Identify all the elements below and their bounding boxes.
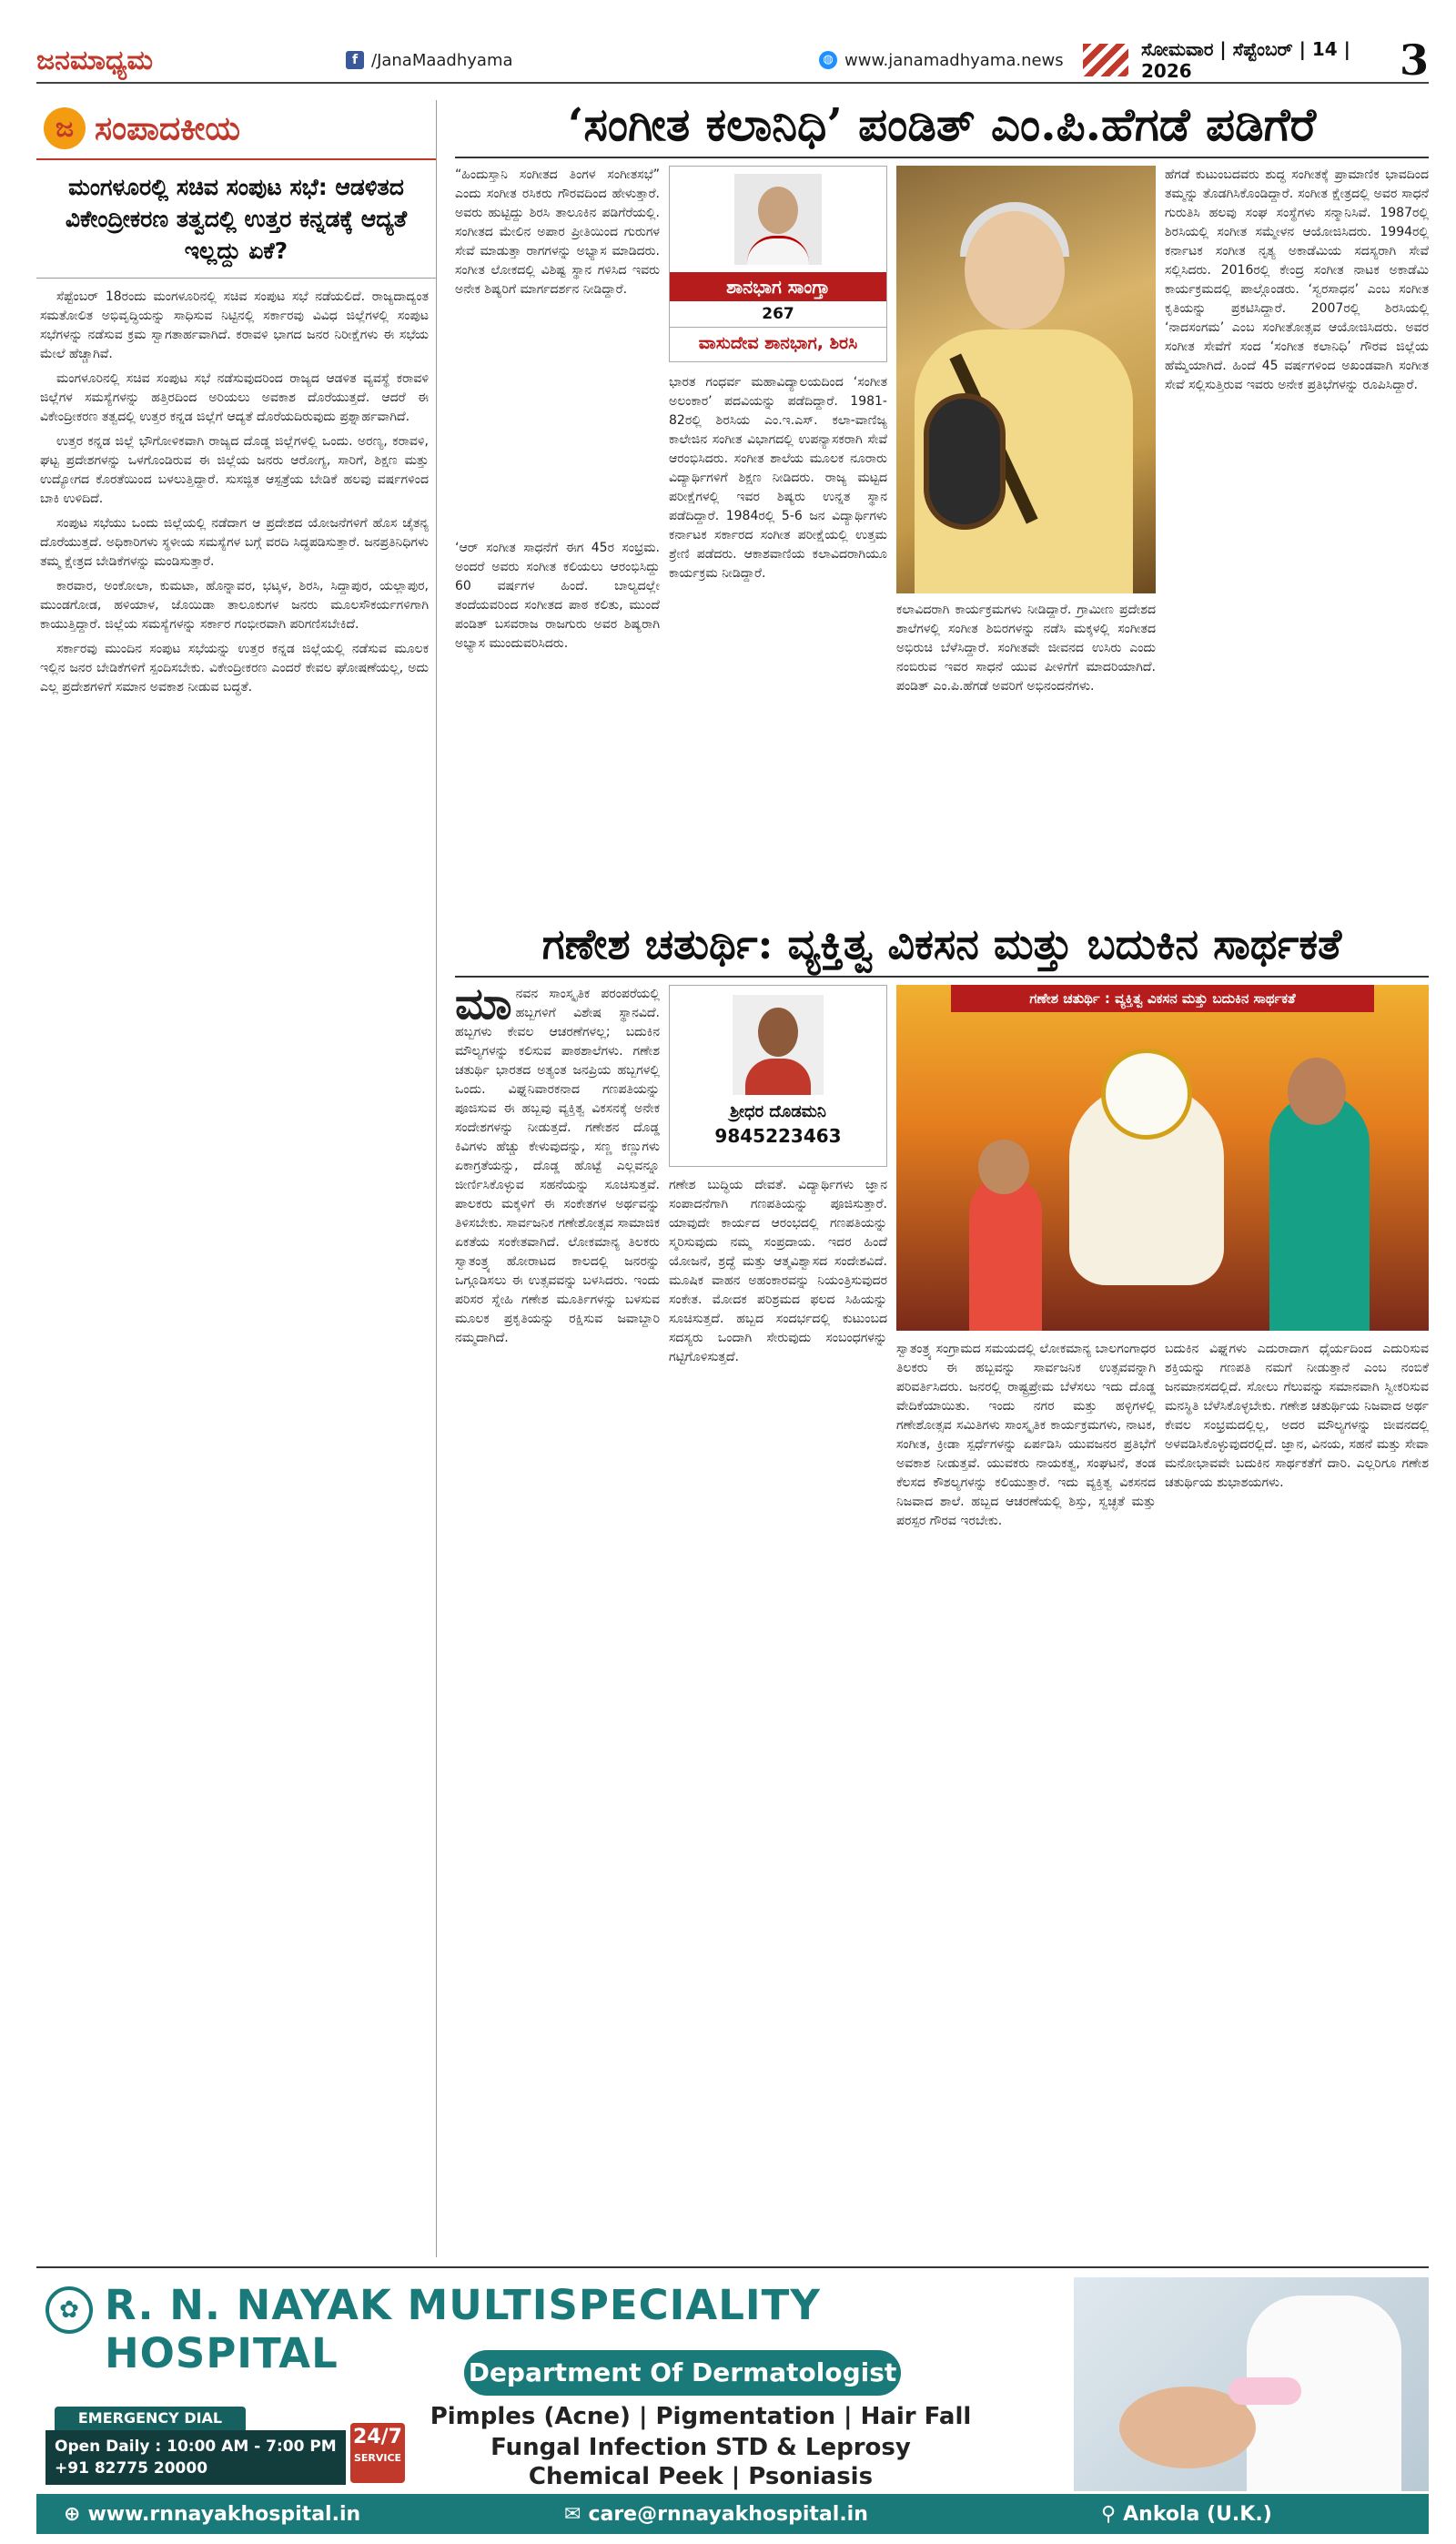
- story2-byline-box: [669, 985, 887, 1167]
- story2-author-phone: 9845223463: [714, 1125, 842, 1147]
- editorial-body: [36, 279, 436, 2190]
- opening-hours: Open Daily : 10:00 AM - 7:00 PM: [55, 2438, 337, 2456]
- story2-column-1: [455, 985, 660, 2255]
- musician-head: [965, 211, 1065, 329]
- author-shirt: [745, 1059, 811, 1095]
- story2-headline: ಗಣೇಶ ಚತುರ್ಥಿ: ವ್ಯಕ್ತಿತ್ವ ವಿಕಸನ ಮತ್ತು ಬದುಕಿನ ಸಾರ್ಥಕತೆ: [455, 910, 1429, 978]
- editorial-paragraph: ಸಂಪುಟ ಸಭೆಯು ಒಂದು ಜಿಲ್ಲೆಯಲ್ಲಿ ನಡೆದಾಗ ಆ ಪ್ರದೇಶದ ಯೋಜನೆಗಳಿಗೆ ಹೊಸ ಚೈತನ್ಯ ದೊರೆಯುತ್ತದೆ. ಅಧಿಕಾರಿಗಳು ಸ್ಥಳೀಯ ಸಮಸ್ಯೆಗಳ ಬಗ್ಗೆ ವರದಿ ಸಿದ್ಧಪಡಿಸುತ್ತಾರೆ. ಜನಪ್ರತಿನಿಧಿಗಳು ತಮ್ಮ ಕ್ಷೇತ್ರದ ಬೇಡಿಕೆಗಳನ್ನು ಮಂಡಿಸುತ್ತಾರೆ.: [40, 516, 429, 569]
- editorial-section-title: ಸಂಪಾದಕೀಯ: [95, 108, 240, 147]
- services-line-3: Chemical Peek | Psoniasis: [528, 2463, 874, 2490]
- column-name: ಶಾನಭಾಗ ಸಾಂಗ್ತಾ: [670, 272, 886, 301]
- author-photo: [733, 995, 824, 1095]
- facebook-link[interactable]: [346, 51, 819, 70]
- issue-date: ಸೋಮವಾರ | ಸೆಪ್ಟೆಂಬರ್ | 14 | 2026: [1141, 38, 1350, 82]
- editorial-paragraph: ಮಂಗಳೂರಿನಲ್ಲಿ ಸಚಿವ ಸಂಪುಟ ಸಭೆ ನಡೆಸುವುದರಿಂದ ರಾಜ್ಯದ ಆಡಳಿತ ವ್ಯವಸ್ಥೆ ಕರಾವಳಿ ಜಿಲ್ಲೆಗಳ ಸಮಸ್ಯೆಗಳನ್ನು ಹತ್ತಿರದಿಂದ ಅರಿಯಲು ಅವಕಾಶ ದೊರೆಯುತ್ತದೆ. ಆದರೆ ಈ ವಿಕೇಂದ್ರೀಕರಣ ತತ್ವದಲ್ಲಿ ಉತ್ತರ ಕನ್ನಡ ಜಿಲ್ಲೆಗೆ ಆದ್ಯತೆ ದೊರೆಯದಿರುವುದು ಪ್ರಶ್ನಾರ್ಹವಾಗಿದೆ.: [40, 371, 429, 424]
- child-figure: [969, 1176, 1042, 1331]
- hospital-location: Ankola (U.K.): [1123, 2502, 1272, 2526]
- story2-column-4: ಬದುಕಿನ ವಿಘ್ನಗಳು ಎದುರಾದಾಗ ಧೈರ್ಯದಿಂದ ಎದುರಿಸುವ ಶಕ್ತಿಯನ್ನು ಗಣಪತಿ ನಮಗೆ ನೀಡುತ್ತಾನೆ ಎಂಬ ನಂಬಿಕೆ ಜನಮಾನಸದಲ್ಲಿದೆ. ಸೋಲು ಗೆಲುವನ್ನು ಸಮಾನವಾಗಿ ಸ್ವೀಕರಿಸುವ ಮನಸ್ಥಿತಿ ಬೆಳೆಸಿಕೊಳ್ಳಬೇಕು. ಗಣೇಶ ಚತುರ್ಥಿಯ ನಿಜವಾದ ಅರ್ಥ ಕೇವಲ ಸಂಭ್ರಮದಲ್ಲಿಲ್ಲ, ಅದರ ಮೌಲ್ಯಗಳನ್ನು ಜೀವನದಲ್ಲಿ ಅಳವಡಿಸಿಕೊಳ್ಳುವುದರಲ್ಲಿದೆ. ಜ್ಞಾನ, ವಿನಯ, ಸಹನೆ ಮತ್ತು ಸೇವಾ ಮನೋಭಾವವೇ ಬದುಕಿನ ಸಾರ್ಥಕತೆಗೆ ದಾರಿ. ಎಲ್ಲರಿಗೂ ಗಣೇಶ ಚತುರ್ಥಿಯ ಶುಭಾಶಯಗಳು.: [1165, 1342, 1429, 1490]
- facebook-icon: f: [346, 51, 364, 69]
- gloved-hand: [1228, 2377, 1301, 2405]
- globe-icon: ◍: [819, 51, 837, 69]
- editorial-headline: ಮಂಗಳೂರಲ್ಲಿ ಸಚಿವ ಸಂಪುಟ ಸಭೆ: ಆಡಳಿತದ ವಿಕೇಂದ್ರೀಕರಣ ತತ್ವದಲ್ಲಿ ಉತ್ತರ ಕನ್ನಡಕ್ಕೆ ಆದ್ಯತೆ ಇಲ್ಲದ್ದು ಏಕೆ?: [36, 160, 436, 279]
- editorial-paragraph: ಸೆಪ್ಟೆಂಬರ್ 18ರಂದು ಮಂಗಳೂರಿನಲ್ಲಿ ಸಚಿವ ಸಂಪುಟ ಸಭೆ ನಡೆಯಲಿದೆ. ರಾಜ್ಯದಾದ್ಯಂತ ಸಮತೋಲಿತ ಅಭಿವೃದ್ಧಿಯನ್ನು ಸಾಧಿಸುವ ನಿಟ್ಟಿನಲ್ಲಿ ಸರ್ಕಾರವು ವಿವಿಧ ಜಿಲ್ಲೆಗಳಲ್ಲಿ ಸಂಪುಟ ಸಭೆಗಳನ್ನು ನಡೆಸುವ ಕ್ರಮ ಸ್ವಾಗತಾರ್ಹವಾಗಿದೆ. ಕರಾವಳಿ ಭಾಗದ ಜನರ ನಿರೀಕ್ಷೆಗಳು ಈ ಸಭೆಯ ಮೇಲೆ ಹೆಚ್ಚಾಗಿವೆ.: [40, 289, 429, 361]
- service-badge: [350, 2423, 405, 2483]
- hospital-email[interactable]: care@rnnayakhospital.in: [588, 2502, 868, 2526]
- website-link[interactable]: [819, 51, 1083, 70]
- hours-box: [46, 2430, 346, 2485]
- email-contact[interactable]: [564, 2503, 868, 2526]
- email-icon: ✉: [564, 2502, 581, 2526]
- page-number: 3: [1399, 35, 1429, 85]
- location-contact: [1101, 2503, 1272, 2526]
- story1-byline-box: [669, 166, 887, 362]
- ganesha-head: [1101, 1049, 1192, 1140]
- masthead: [36, 35, 1429, 85]
- woman-figure: [1269, 1094, 1370, 1331]
- editorial-paragraph: ಕಾರವಾರ, ಅಂಕೋಲಾ, ಕುಮಟಾ, ಹೊನ್ನಾವರ, ಭಟ್ಕಳ, ಶಿರಸಿ, ಸಿದ್ದಾಪುರ, ಯಲ್ಲಾಪುರ, ಮುಂಡಗೋಡ, ಹಳಿಯಾಳ, ಜೊಯಿಡಾ ತಾಲೂಕುಗಳ ಜನರು ಮೂಲಸೌಕರ್ಯಗಳಿಗಾಗಿ ಕಾಯುತ್ತಿದ್ದಾರೆ. ಜಿಲ್ಲೆಯ ಸಮಸ್ಯೆಗಳನ್ನು ಸರ್ಕಾರ ಗಂಭೀರವಾಗಿ ಪರಿಗಣಿಸಬೇಕಿದೆ.: [40, 579, 429, 632]
- author-shirt: [747, 236, 809, 265]
- contact-bar: [36, 2494, 1429, 2534]
- lotus-icon: ✿: [46, 2286, 93, 2334]
- story1-column-1: “ಹಿಂದುಸ್ತಾನಿ ಸಂಗೀತದ ತಿಂಗಳ ಸಂಗೀತಸಭೆ” ಎಂದು ಸಂಗೀತ ರಸಿಕರು ಗೌರವದಿಂದ ಹೇಳುತ್ತಾರೆ. ಅವರು ಹುಟ್ಟಿದ್ದು ಶಿರಸಿ ತಾಲೂಕಿನ ಪಡಿಗೆರೆಯಲ್ಲಿ. ಸಂಗೀತದ ಮೇಲಿನ ಅಪಾರ ಪ್ರೀತಿಯಿಂದ ಗುರುಗಳ ಸೇವೆ ಮಾಡುತ್ತಾ ರಾಗಗಳನ್ನು ಅಭ್ಯಾಸ ಮಾಡಿದರು. ಸಂಗೀತ ಲೋಕದಲ್ಲಿ ವಿಶಿಷ್ಟ ಸ್ಥಾನ ಗಳಿಸಿದ ಇವರು ಅನೇಕ ಶಿಷ್ಯರಿಗೆ ಮಾರ್ಗದರ್ಶನ ನೀಡಿದ್ದಾರೆ.: [455, 167, 660, 297]
- decorative-stripe: [1083, 44, 1128, 76]
- author-face: [758, 1008, 798, 1057]
- department-badge: Department Of Dermatologist: [464, 2350, 901, 2396]
- location-pin-icon: ⚲: [1101, 2502, 1117, 2526]
- newspaper-logo[interactable]: ಜನಮಾಧ್ಯಮ: [36, 44, 154, 76]
- story1-headline: ‘ಸಂಗೀತ ಕಲಾನಿಧಿ’ ಪಂಡಿತ್ ಎಂ.ಪಿ.ಹೆಗಡೆ ಪಡಿಗೆರೆ: [455, 91, 1429, 158]
- story1-column-5: ಕಲಾವಿದರಾಗಿ ಕಾರ್ಯಕ್ರಮಗಳು ನೀಡಿದ್ದಾರೆ. ಗ್ರಾಮೀಣ ಪ್ರದೇಶದ ಶಾಲೆಗಳಲ್ಲಿ ಸಂಗೀತ ಶಿಬಿರಗಳನ್ನು ನಡೆಸಿ ಮಕ್ಕಳಲ್ಲಿ ಸಂಗೀತದ ಅಭಿರುಚಿ ಬೆಳೆಸಿದ್ದಾರೆ. ಸಂಗೀತವೇ ಜೀವನದ ಉಸಿರು ಎಂದು ನಂಬಿರುವ ಇವರ ಸಾಧನೆ ಯುವ ಪೀಳಿಗೆಗೆ ಮಾದರಿಯಾಗಿದೆ. ಪಂಡಿತ್ ಎಂ.ಪಿ.ಹೆಗಡೆ ಅವರಿಗೆ ಅಭಿನಂದನೆಗಳು.: [896, 603, 1156, 694]
- author-photo: [734, 174, 822, 265]
- editorial-badge: ಜ: [44, 107, 86, 149]
- dermatology-photo: [1074, 2277, 1429, 2491]
- story2-column-1-text: ನವನ ಸಾಂಸ್ಕೃತಿಕ ಪರಂಪರೆಯಲ್ಲಿ ಹಬ್ಬಗಳಿಗೆ ವಿಶೇಷ ಸ್ಥಾನವಿದೆ. ಹಬ್ಬಗಳು ಕೇವಲ ಆಚರಣೆಗಳಲ್ಲ; ಬದುಕಿನ ಮೌಲ್ಯಗಳನ್ನು ಕಲಿಸುವ ಪಾಠಶಾಲೆಗಳು. ಗಣೇಶ ಚತುರ್ಥಿ ಭಾರತದ ಅತ್ಯಂತ ಜನಪ್ರಿಯ ಹಬ್ಬಗಳಲ್ಲಿ ಒಂದು. ವಿಘ್ನನಿವಾರಕನಾದ ಗಣಪತಿಯನ್ನು ಪೂಜಿಸುವ ಈ ಹಬ್ಬವು ವ್ಯಕ್ತಿತ್ವ ವಿಕಸನಕ್ಕೆ ಅನೇಕ ಸಂದೇಶಗಳನ್ನು ನೀಡುತ್ತದೆ. ಗಣೇಶನ ದೊಡ್ಡ ಕಿವಿಗಳು ಹೆಚ್ಚು ಕೇಳುವುದನ್ನು, ಸಣ್ಣ ಕಣ್ಣುಗಳು ಏಕಾಗ್ರತೆಯನ್ನು, ದೊಡ್ಡ ಹೊಟ್ಟೆ ಎಲ್ಲವನ್ನೂ ಜೀರ್ಣಿಸಿಕೊಳ್ಳುವ ಸಹನೆಯನ್ನು ಸೂಚಿಸುತ್ತವೆ. ಪಾಲಕರು ಮಕ್ಕಳಿಗೆ ಈ ಸಂಕೇತಗಳ ಅರ್ಥವನ್ನು ತಿಳಿಸಬೇಕು. ಸಾರ್ವಜನಿಕ ಗಣೇಶೋತ್ಸವ ಸಾಮಾಜಿಕ ಏಕತೆಯ ಸಂಕೇತವಾಗಿದೆ. ಲೋಕಮಾನ್ಯ ತಿಲಕರು ಸ್ವಾತಂತ್ರ್ಯ ಹೋರಾಟದ ಕಾಲದಲ್ಲಿ ಜನರನ್ನು ಒಗ್ಗೂಡಿಸಲು ಈ ಉತ್ಸವವನ್ನು ಬಳಸಿದರು. ಇಂದು ಪರಿಸರ ಸ್ನೇಹಿ ಗಣೇಶ ಮೂರ್ತಿಗಳನ್ನು ಬಳಸುವ ಮೂಲಕ ಪ್ರಕೃತಿಯನ್ನು ರಕ್ಷಿಸುವ ಜವಾಬ್ದಾರಿ ನಮ್ಮದಾಗಿದೆ.: [455, 987, 660, 1345]
- story2-author: ಶ್ರೀಧರ ದೊಡಮನಿ: [730, 1102, 826, 1121]
- website-url[interactable]: www.janamadhyama.news: [844, 50, 1064, 70]
- website-contact[interactable]: [64, 2503, 360, 2526]
- hospital-name: R. N. NAYAK MULTISPECIALITY HOSPITAL: [105, 2281, 821, 2377]
- emergency-label: EMERGENCY DIAL: [55, 2407, 246, 2430]
- services-line-1: Pimples (Acne) | Pigmentation | Hair Fall: [430, 2403, 972, 2430]
- editorial-paragraph: ಉತ್ತರ ಕನ್ನಡ ಜಿಲ್ಲೆ ಭೌಗೋಳಿಕವಾಗಿ ರಾಜ್ಯದ ದೊಡ್ಡ ಜಿಲ್ಲೆಗಳಲ್ಲಿ ಒಂದು. ಅರಣ್ಯ, ಕರಾವಳಿ, ಘಟ್ಟ ಪ್ರದೇಶಗಳನ್ನು ಒಳಗೊಂಡಿರುವ ಈ ಜಿಲ್ಲೆಯ ಜನರು ಆರೋಗ್ಯ, ಸಾರಿಗೆ, ಶಿಕ್ಷಣ ಮತ್ತು ಉದ್ಯೋಗದ ಕೊರತೆಯಿಂದ ಬಳಲುತ್ತಿದ್ದಾರೆ. ಸುಸಜ್ಜಿತ ಆಸ್ಪತ್ರೆಯ ಬೇಡಿಕೆ ಹಲವು ವರ್ಷಗಳಿಂದ ಬಾಕಿ ಉಳಿದಿದೆ.: [40, 434, 429, 506]
- story2-column-2: ಗಣೇಶ ಬುದ್ಧಿಯ ದೇವತೆ. ವಿದ್ಯಾರ್ಥಿಗಳು ಜ್ಞಾನ ಸಂಪಾದನೆಗಾಗಿ ಗಣಪತಿಯನ್ನು ಪೂಜಿಸುತ್ತಾರೆ. ಯಾವುದೇ ಕಾರ್ಯದ ಆರಂಭದಲ್ಲಿ ಗಣಪತಿಯನ್ನು ಸ್ಮರಿಸುವುದು ನಮ್ಮ ಸಂಪ್ರದಾಯ. ಇದರ ಹಿಂದೆ ಯೋಜನೆ, ಶ್ರದ್ಧೆ ಮತ್ತು ಆತ್ಮವಿಶ್ವಾಸದ ಸಂದೇಶವಿದೆ. ಮೂಷಿಕ ವಾಹನ ಅಹಂಕಾರವನ್ನು ನಿಯಂತ್ರಿಸುವುದರ ಸಂಕೇತ. ಮೋದಕ ಪರಿಶ್ರಮದ ಫಲದ ಸಿಹಿಯನ್ನು ಸೂಚಿಸುತ್ತದೆ. ಹಬ್ಬದ ಸಂದರ್ಭದಲ್ಲಿ ಕುಟುಂಬದ ಸದಸ್ಯರು ಒಂದಾಗಿ ಸೇರುವುದು ಸಂಬಂಧಗಳನ್ನು ಗಟ್ಟಿಗೊಳಿಸುತ್ತದೆ.: [669, 1178, 887, 1364]
- child-head: [978, 1140, 1029, 1194]
- ganesha-festival-photo: [896, 985, 1429, 1331]
- editorial-column: [36, 100, 437, 2257]
- service-badge-hours: 24/7: [353, 2426, 402, 2448]
- story1-author: ವಾಸುದೇವ ಶಾನಭಾಗ, ಶಿರಸಿ: [670, 327, 886, 359]
- photo-banner: ಗಣೇಶ ಚತುರ್ಥಿ : ವ್ಯಕ್ತಿತ್ವ ವಿಕಸನ ಮತ್ತು ಬದುಕಿನ ಸಾರ್ಥಕತೆ: [951, 985, 1374, 1012]
- facebook-handle[interactable]: /JanaMaadhyama: [371, 50, 513, 70]
- service-badge-label: SERVICE: [353, 2452, 402, 2464]
- drop-cap: ಮಾ: [455, 985, 512, 1029]
- story1-column-4: ‘ಆರ್ ಸಂಗೀತ ಸಾಧನೆಗೆ ಈಗ 45ರ ಸಂಭ್ರಮ. ಅಂದರೆ ಅವರು ಸಂಗೀತ ಕಲಿಯಲು ಆರಂಭಿಸಿದ್ದು 60 ವರ್ಷಗಳ ಹಿಂದೆ. ಬಾಲ್ಯದಲ್ಲೇ ತಂದೆಯವರಿಂದ ಸಂಗೀತದ ಪಾಠ ಕಲಿತು, ಮುಂದೆ ಪಂಡಿತ್ ಬಸವರಾಜ ರಾಜಗುರು ಅವರ ಶಿಷ್ಯರಾಗಿ ಅಭ್ಯಾಸ ಮುಂದುವರಿಸಿದರು.: [455, 541, 660, 651]
- services-line-2: Fungal Infection STD & Leprosy: [490, 2434, 911, 2461]
- author-face: [758, 187, 798, 234]
- column-number: 267: [762, 305, 794, 323]
- editorial-header: [36, 100, 436, 160]
- story1-column-2: ಭಾರತ ಗಂಧರ್ವ ಮಹಾವಿದ್ಯಾಲಯದಿಂದ ‘ಸಂಗೀತ ಅಲಂಕಾರ’ ಪದವಿಯನ್ನು ಪಡೆದಿದ್ದಾರೆ. 1981-82ರಲ್ಲಿ ಶಿರಸಿಯ ಎಂ.ಇ.ಎಸ್. ಕಲಾ-ವಾಣಿಜ್ಯ ಕಾಲೇಜಿನ ಸಂಗೀತ ವಿಭಾಗದಲ್ಲಿ ಉಪನ್ಯಾಸಕರಾಗಿ ಸೇವೆ ಆರಂಭಿಸಿದರು. ಸಂಗೀತ ಶಾಲೆಯ ಮೂಲಕ ನೂರಾರು ವಿದ್ಯಾರ್ಥಿಗಳಿಗೆ ಶಿಕ್ಷಣ ನೀಡಿದರು. ರಾಜ್ಯ ಮಟ್ಟದ ಪರೀಕ್ಷೆಗಳಲ್ಲಿ ಇವರ ಶಿಷ್ಯರು ಉನ್ನತ ಸ್ಥಾನ ಪಡೆದಿದ್ದಾರೆ. 1984ರಲ್ಲಿ 5-6 ಜನ ವಿದ್ಯಾರ್ಥಿಗಳು ಕರ್ನಾಟಕ ಸರ್ಕಾರದ ಸಂಗೀತ ಪರೀಕ್ಷೆಯಲ್ಲಿ ಉತ್ತಮ ಶ್ರೇಣಿ ಪಡೆದರು. ಆಕಾಶವಾಣಿಯ ಕಲಾವಿದರಾಗಿಯೂ ಕಾರ್ಯಕ್ರಮ ನೀಡಿದ್ದಾರೆ.: [669, 375, 887, 581]
- globe-icon: ⊕: [64, 2502, 81, 2526]
- hospital-website[interactable]: www.rnnayakhospital.in: [87, 2502, 361, 2526]
- tanpura-icon: [924, 393, 1006, 530]
- musician-photo: [896, 166, 1156, 593]
- hospital-advertisement[interactable]: [36, 2266, 1429, 2539]
- emergency-phone[interactable]: +91 82775 20000: [55, 2459, 208, 2478]
- editorial-paragraph: ಸರ್ಕಾರವು ಮುಂದಿನ ಸಂಪುಟ ಸಭೆಯನ್ನು ಉತ್ತರ ಕನ್ನಡ ಜಿಲ್ಲೆಯಲ್ಲಿ ನಡೆಸುವ ಮೂಲಕ ಇಲ್ಲಿನ ಜನರ ಬೇಡಿಕೆಗಳಿಗೆ ಸ್ಪಂದಿಸಬೇಕು. ವಿಕೇಂದ್ರೀಕರಣ ಎಂದರೆ ಕೇವಲ ಘೋಷಣೆಯಲ್ಲ, ಅದು ಎಲ್ಲ ಪ್ರದೇಶಗಳಿಗೆ ಸಮಾನ ಅವಕಾಶ ನೀಡುವ ಬದ್ಧತೆ.: [40, 642, 429, 694]
- story1-column-3: ಹೆಗಡೆ ಕುಟುಂಬದವರು ಶುದ್ಧ ಸಂಗೀತಕ್ಕೆ ಪ್ರಾಮಾಣಿಕ ಭಾವದಿಂದ ತಮ್ಮನ್ನು ತೊಡಗಿಸಿಕೊಂಡಿದ್ದಾರೆ. ಸಂಗೀತ ಕ್ಷೇತ್ರದಲ್ಲಿ ಅವರ ಸಾಧನೆ ಗುರುತಿಸಿ ಹಲವು ಸಂಘ ಸಂಸ್ಥೆಗಳು ಸನ್ಮಾನಿಸಿವೆ. 1987ರಲ್ಲಿ ಶಿರಸಿಯಲ್ಲಿ ಸಂಗೀತ ಸಮ್ಮೇಳನ ಆಯೋಜಿಸಿದರು. 1994ರಲ್ಲಿ ಕರ್ನಾಟಕ ಸಂಗೀತ ನೃತ್ಯ ಅಕಾಡೆಮಿಯ ಸದಸ್ಯರಾಗಿ ಸೇವೆ ಸಲ್ಲಿಸಿದರು. 2016ರಲ್ಲಿ ಕೇಂದ್ರ ಸಂಗೀತ ನಾಟಕ ಅಕಾಡೆಮಿ ಕಾರ್ಯಕ್ರಮದಲ್ಲಿ ಪಾಲ್ಗೊಂಡರು. ‘ಸ್ವರಸಾಧನ’ ಎಂಬ ಸಂಗೀತ ಕೃತಿಯನ್ನು ಪ್ರಕಟಿಸಿದ್ದಾರೆ. 2007ರಲ್ಲಿ ಶಿರಸಿಯಲ್ಲಿ ‘ನಾದಸಂಗಮ’ ಎಂಬ ಸಂಗೀತೋತ್ಸವ ಆಯೋಜಿಸಿದರು. ಅವರ ಸಂಗೀತ ಸೇವೆಗೆ ಸಂದ ‘ಸಂಗೀತ ಕಲಾನಿಧಿ’ ಗೌರವ ಜಿಲ್ಲೆಯ ಹೆಮ್ಮೆಯಾಗಿದೆ. ಹಿಂದೆ 45 ವರ್ಷಗಳಿಂದ ಅಖಂಡವಾಗಿ ಸಂಗೀತ ಸೇವೆ ಸಲ್ಲಿಸುತ್ತಿರುವ ಇವರು ಅನೇಕ ಪ್ರತಿಭೆಗಳನ್ನು ರೂಪಿಸಿದ್ದಾರೆ.: [1165, 167, 1429, 392]
- story2-column-3: ಸ್ವಾತಂತ್ರ್ಯ ಸಂಗ್ರಾಮದ ಸಮಯದಲ್ಲಿ ಲೋಕಮಾನ್ಯ ಬಾಲಗಂಗಾಧರ ತಿಲಕರು ಈ ಹಬ್ಬವನ್ನು ಸಾರ್ವಜನಿಕ ಉತ್ಸವವನ್ನಾಗಿ ಪರಿವರ್ತಿಸಿದರು. ಜನರಲ್ಲಿ ರಾಷ್ಟ್ರಪ್ರೇಮ ಬೆಳೆಸಲು ಇದು ದೊಡ್ಡ ವೇದಿಕೆಯಾಯಿತು. ಇಂದು ನಗರ ಮತ್ತು ಹಳ್ಳಿಗಳಲ್ಲಿ ಗಣೇಶೋತ್ಸವ ಸಮಿತಿಗಳು ಸಾಂಸ್ಕೃತಿಕ ಕಾರ್ಯಕ್ರಮಗಳು, ನಾಟಕ, ಸಂಗೀತ, ಕ್ರೀಡಾ ಸ್ಪರ್ಧೆಗಳನ್ನು ಏರ್ಪಡಿಸಿ ಯುವಜನರ ಪ್ರತಿಭೆಗೆ ಅವಕಾಶ ನೀಡುತ್ತವೆ. ಯುವಕರು ನಾಯಕತ್ವ, ಸಂಘಟನೆ, ತಂಡ ಕೆಲಸದ ಕೌಶಲ್ಯಗಳನ್ನು ಕಲಿಯುತ್ತಾರೆ. ಇದು ವ್ಯಕ್ತಿತ್ವ ವಿಕಸನದ ನಿಜವಾದ ಶಾಲೆ. ಹಬ್ಬದ ಆಚರಣೆಯಲ್ಲಿ ಶಿಸ್ತು, ಸ್ವಚ್ಛತೆ ಮತ್ತು ಪರಸ್ಪರ ಗೌರವ ಇರಬೇಕು.: [896, 1342, 1156, 1528]
- woman-head: [1288, 1058, 1346, 1125]
